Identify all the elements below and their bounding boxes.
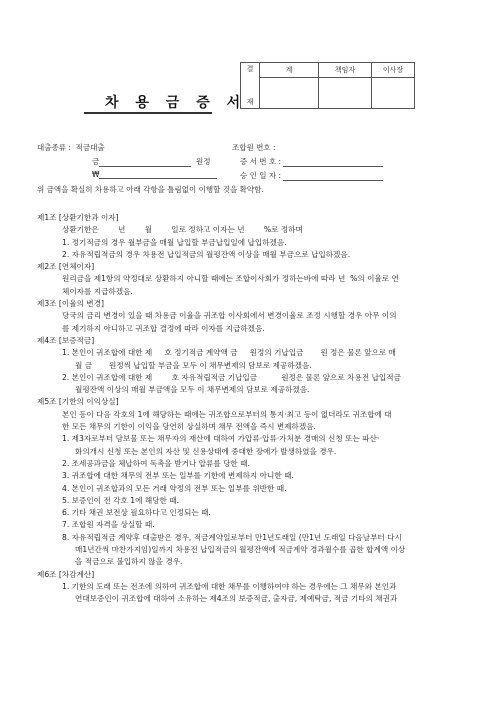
- signature-cell-manager[interactable]: [319, 78, 372, 109]
- approval-box: [240, 62, 415, 109]
- clause-line: 1. 제3자로부터 담보물 또는 채무자의 재산에 대하여 가압류·압류·가처분 경매의 신청 또는 파산·: [62, 434, 380, 444]
- clause-line: 상환기한은 년 월 일로 정하고 이자는 년 %로 정하며: [62, 225, 303, 235]
- article-heading: 제4조 [보증적금]: [37, 335, 95, 345]
- approval-header-staff: 계: [260, 63, 319, 78]
- clause-line: 1. 본인이 귀조합에 대한 제 호 정기적금 계약액 금 원정의 기납입금 원 정은 물론 앞으로 매: [62, 348, 396, 358]
- clause-line: 1. 기한의 도래 또는 전조에 의하여 귀조합에 대한 채무를 이행하여야 하는 경우에는 그 채무와 본인과: [62, 581, 397, 591]
- clause-line: 2. 조세공과금을 체납하여 독촉을 받거나 압류를 당한 때.: [62, 458, 250, 468]
- won-symbol: ₩: [92, 170, 100, 179]
- clause-line: 당국의 금리 변경이 있을 때 차용금 이율을 귀조합 이사회에서 변경이율로 조정 시행할 경우 아무 이의: [62, 311, 397, 321]
- article-heading: 제1조 [상환기한과 이자]: [37, 213, 119, 222]
- clause-line: 2. 본인이 귀조합에 대한 제 호 자유적립적금 기납입금 원정은 물론 앞으로 차용전 납입적금: [62, 372, 401, 382]
- amount-unit: 원정: [196, 157, 211, 166]
- article-heading: 제6조 [차감계산]: [37, 569, 95, 579]
- clause-line: 1. 정기적금의 경우 월부금을 매월 납입할 부금납입일에 납입하겠음.: [62, 237, 287, 247]
- clause-line: 6. 기타 채권 보전상 필요하다고 인정되는 때.: [62, 508, 211, 518]
- approval-side-label: 결 재: [241, 63, 260, 109]
- approval-header-manager: 책임자: [319, 63, 372, 78]
- clause-line: 체이자를 지급하겠음.: [62, 286, 133, 296]
- member-no-label: 조합원 번호 :: [232, 143, 276, 152]
- terms-body: [37, 212, 482, 606]
- clause-line: 원리금을 제1항의 약정대로 상환하지 아니할 때에는 조합이사회가 정하는바에 따라 년 %의 이율로 연: [62, 274, 399, 284]
- signature-cell-chairman[interactable]: [372, 78, 415, 109]
- clause-line: 4. 본인이 귀조합과의 모든 거래 약정의 전부 또는 일부를 위반한 때.: [62, 483, 287, 493]
- clause-line: 월 금 원정씩 납입할 부금을 모두 이 채무변제의 담보로 제공하겠음.: [75, 360, 312, 370]
- clause-line: 8. 자유적립적금 계약후 대출받은 경우, 적금계약일로부터 만1년도래일 (만1년 도래일 다음날부터 다시: [62, 532, 402, 542]
- clause-line: 한 모든 채무의 기한이 이익을 당연히 상실하며 채무 전액을 즉시 변제하겠음.: [62, 422, 316, 432]
- signature-cell-staff[interactable]: [260, 78, 319, 109]
- clause-line: 5. 보증인이 전 각호 1에 해당한 때.: [62, 495, 179, 505]
- loan-type-value: 적금대출: [75, 143, 105, 152]
- clause-line: 를 제기하지 아니하고 귀조합 결정에 따라 이자를 지급하겠음.: [62, 323, 265, 333]
- amount-label: 금: [92, 157, 100, 166]
- clause-line: 을 적금으로 불입하지 않을 경우.: [75, 557, 183, 567]
- document-title: 차 용 금 증 서: [105, 95, 247, 111]
- article-heading: 제2조 [연체이자]: [37, 262, 95, 272]
- approval-date-label: 승 인 일 자 :: [240, 171, 282, 180]
- clause-line: 3. 귀조합에 대한 채무의 전부 또는 일부를 기한에 변제하지 아니한 때.: [62, 471, 294, 481]
- member-no-row: [232, 142, 276, 153]
- approval-header-chairman: 이사장: [372, 63, 415, 78]
- cert-no-label: 증 서 번 호 :: [240, 157, 282, 166]
- clause-line: 매1년간씩 마찬가지임)일까지 차용전 납입적금의 월평잔액에 적금계약 경과월수를 곱한 합계액 이상: [75, 545, 406, 555]
- amount-field[interactable]: [99, 158, 191, 167]
- cert-no-field[interactable]: [283, 158, 383, 167]
- article-heading: 제5조 [기한의 이익상실]: [37, 397, 119, 407]
- approval-date-row: [240, 170, 383, 181]
- title-underline: [84, 112, 212, 114]
- loan-type-label: 대출종류 :: [37, 143, 71, 152]
- won-row: [92, 170, 217, 179]
- article-heading: 제3조 [이율의 변경]: [37, 299, 104, 309]
- approval-date-field[interactable]: [283, 172, 383, 181]
- statement: 위 금액을 확실히 차용하고 아래 각항을 틀림없이 이행할 것을 확약함.: [37, 185, 264, 194]
- clause-line: 월평잔액 이상의 매월 부금액을 모두 이 채무변제의 담보로 제공하겠음.: [75, 385, 310, 395]
- won-amount-field[interactable]: [99, 170, 217, 179]
- clause-line: 연대보증인이 귀조합에 대하여 소유하는 제4조의 보증적금, 출자금, 제예탁금, 적금 기타의 채권과: [75, 594, 398, 604]
- cert-no-row: [240, 156, 383, 167]
- amount-row: [92, 156, 211, 167]
- loan-type-row: [37, 142, 105, 153]
- clause-line: 7. 조합원 자격을 상실할 때.: [62, 520, 155, 530]
- clause-line: 화의개시 신청 또는 본인의 자산 및 신용상태에 중대한 장애가 발생하였을 경우.: [75, 446, 337, 456]
- clause-line: 2. 자유적립적금의 경우 차용전 납입적금의 월평잔액 이상을 매월 부금으로 납입하겠음.: [62, 249, 351, 259]
- clause-line: 본인 등이 다음 각호의 1에 해당하는 때에는 귀조합으로부터의 통지·최고 등이 없더라도 귀조합에 대: [62, 409, 392, 419]
